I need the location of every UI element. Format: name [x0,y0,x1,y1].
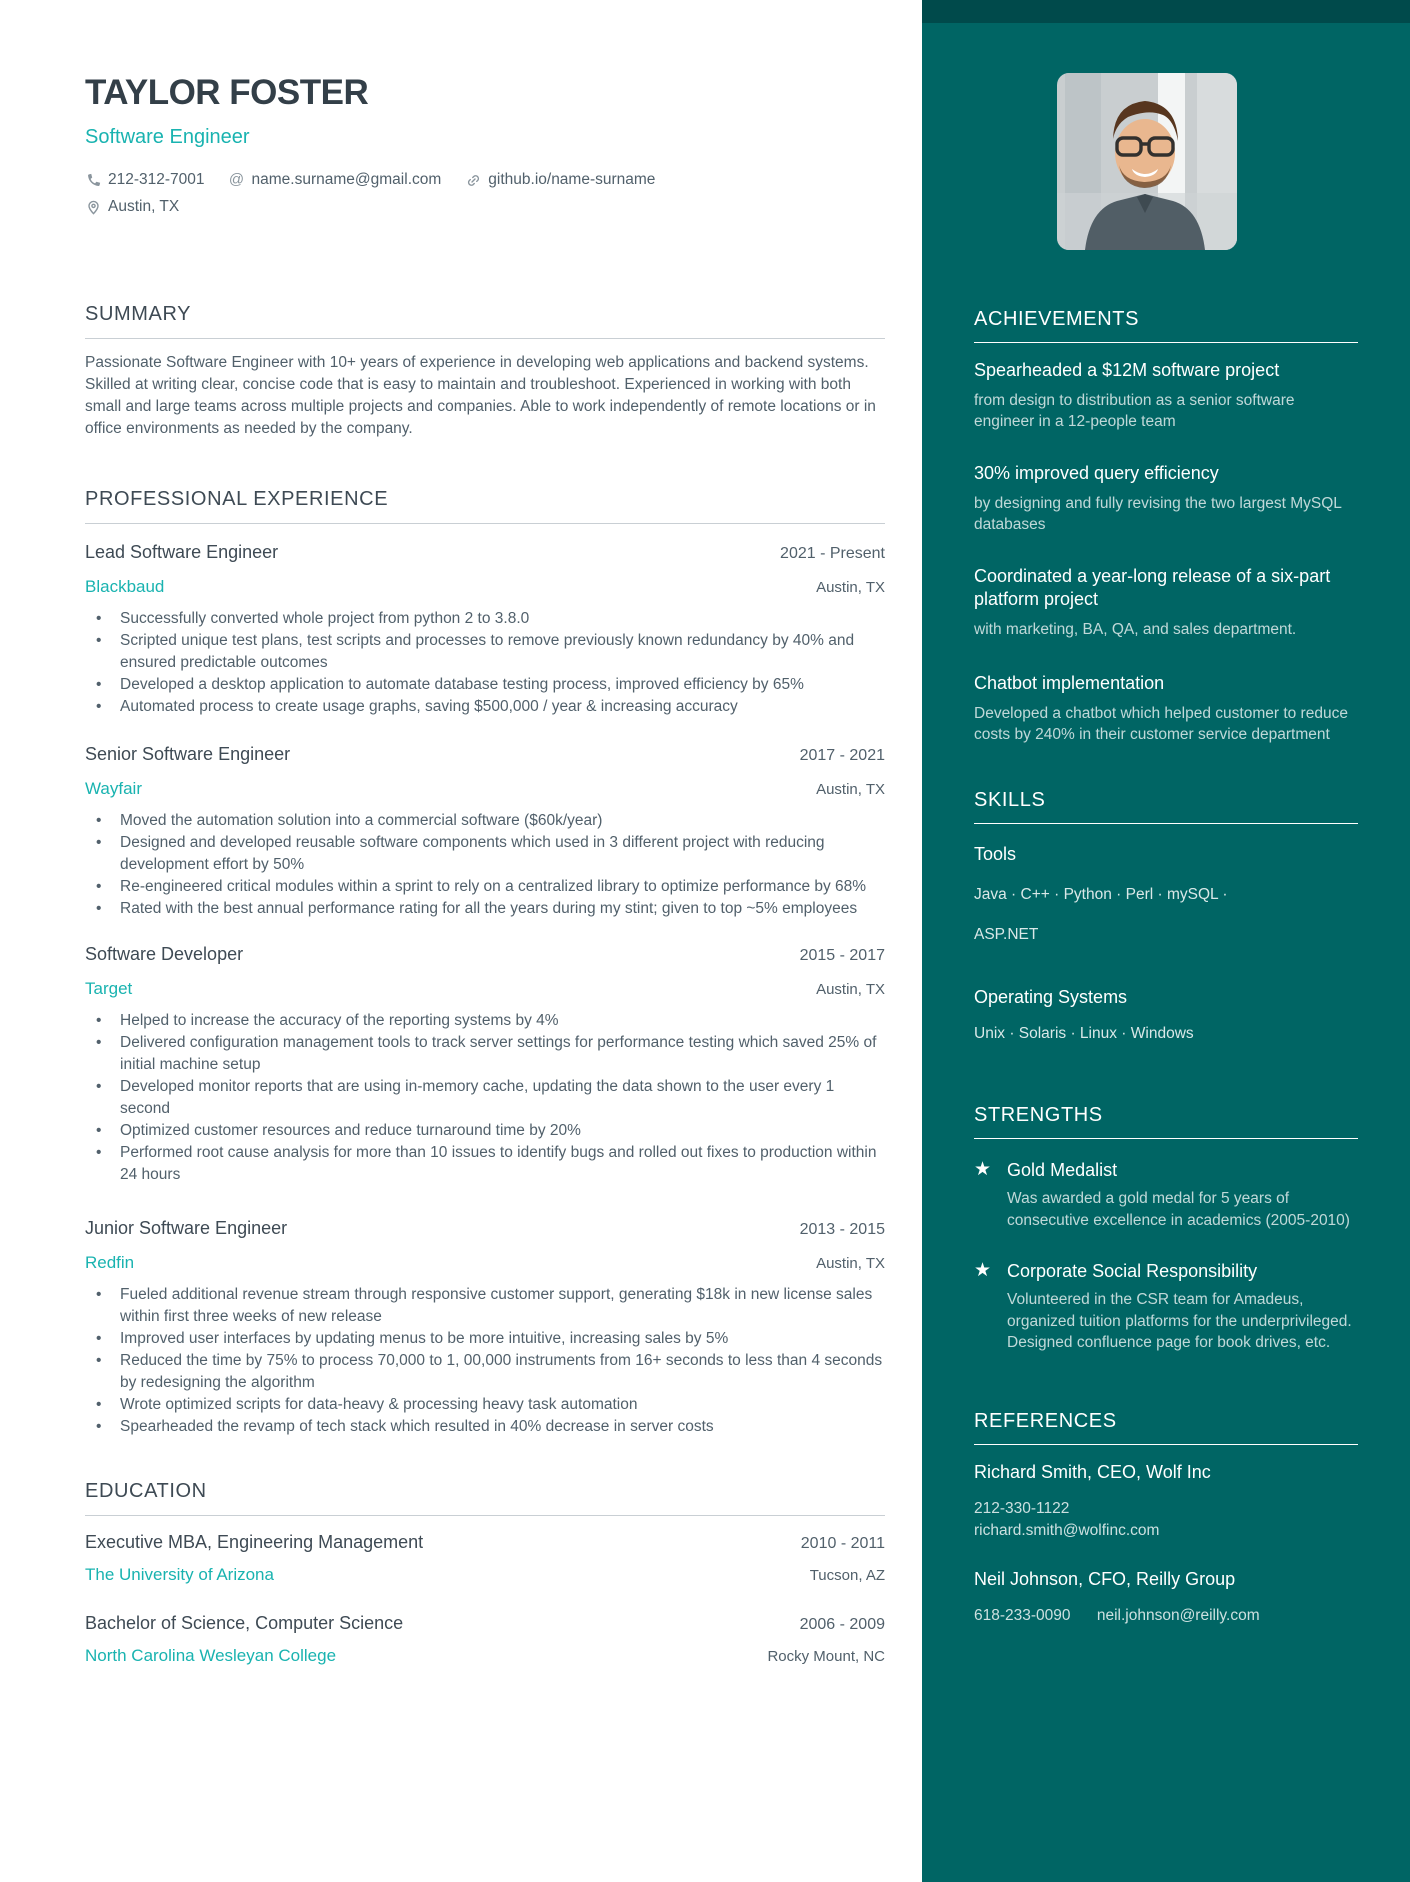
education-dates: 2010 - 2011 [800,1535,885,1552]
skills-section [974,789,1358,1044]
school-name: The University of Arizona [85,1565,274,1584]
link-icon [465,172,481,188]
job-bullet: • Performed root cause analysis for more than 10 issues to identify bugs and rolled out fixes to production within 24 hours [85,1142,885,1186]
contact-location [85,197,179,217]
reference-email[interactable]: neil.johnson@reilly.com [1096,1606,1260,1624]
job-entry [85,744,885,920]
skill-group-name: Operating Systems [974,987,1128,1007]
skill-list-line: ASP.NET [974,926,1039,943]
job-bullet: • Improved user interfaces by updating menus to be more intuitive, increasing sales by 5% [85,1328,885,1350]
achievement-item [974,462,1358,535]
profile-photo-graphic [1057,73,1237,250]
achievement-title: 30% improved query efficiency [974,463,1219,483]
job-location: Austin, TX [816,781,885,798]
summary-text: Passionate Software Engineer with 10+ years of experience in developing web applications and backend systems. Skilled at writing clear, concise code that is easy to maintain and troubleshoot. Experienced in working with both small and large teams across multiple projects and companies. Able to work independently of remote locations or in office environments as needed by the company. [85,354,876,437]
strengths-heading: STRENGTHS [974,1104,1358,1139]
sidebar [922,0,1410,1882]
job-title: Software Developer [85,944,244,964]
job-entry [85,542,885,718]
phone-icon [85,172,101,188]
job-bullet: • Moved the automation solution into a commercial software ($60k/year) [85,810,885,832]
job-title: Senior Software Engineer [85,744,291,764]
skill-group [974,842,1358,945]
sidebar-top-bar [922,0,1410,23]
job-location: Austin, TX [816,981,885,998]
job-bullets [85,1010,885,1186]
achievement-item [974,359,1358,432]
contact-email-value: name.surname@gmail.com [251,171,442,188]
school-location: Tucson, AZ [809,1567,885,1584]
job-bullet: • Delivered configuration management tools to track server settings for performance testing which saved 25% of initial machine setup [85,1032,885,1076]
job-dates: 2013 - 2015 [799,1221,885,1238]
job-dates: 2017 - 2021 [799,747,885,764]
school-location: Rocky Mount, NC [767,1648,885,1665]
summary-section [85,303,885,440]
job-bullet: • Wrote optimized scripts for data-heavy & processing heavy task automation [85,1394,885,1416]
star-icon: ★ [974,1260,992,1281]
strength-description: Was awarded a gold medal for 5 years of consecutive excellence in academics (2005-2010) [1007,1190,1350,1229]
skill-group [974,985,1358,1044]
skills-heading: SKILLS [974,789,1358,824]
achievement-description: from design to distribution as a senior software engineer in a 12-people team [974,392,1295,430]
job-bullet: • Developed monitor reports that are using in-memory cache, updating the data shown to the user every 1 second [85,1076,885,1120]
strength-title: Corporate Social Responsibility [1007,1261,1258,1281]
education-dates: 2006 - 2009 [799,1616,885,1633]
contact-info [85,170,885,217]
achievement-description: with marketing, BA, QA, and sales department. [974,621,1297,638]
achievement-item [974,672,1358,745]
education-entry [85,1532,885,1585]
references-heading: REFERENCES [974,1410,1358,1445]
job-company: Target [85,979,133,998]
job-bullet: • Successfully converted whole project from python 2 to 3.8.0 [85,608,885,630]
education-section [85,1480,885,1666]
skill-list-line: Java · C++ · Python · Perl · mySQL · [974,886,1228,903]
job-bullet: • Optimized customer resources and reduce turnaround time by 20% [85,1120,885,1142]
contact-location-value: Austin, TX [108,198,180,215]
school-name: North Carolina Wesleyan College [85,1646,337,1665]
main-column [85,0,885,1666]
strength-item [974,1259,1358,1354]
contact-phone[interactable] [85,170,205,190]
job-bullets [85,810,885,920]
job-entry [85,1218,885,1438]
experience-heading: PROFESSIONAL EXPERIENCE [85,488,885,524]
job-title: Lead Software Engineer [85,542,279,562]
reference-name: Richard Smith, CEO, Wolf Inc [974,1461,1211,1482]
job-dates: 2015 - 2017 [799,947,885,964]
degree: Executive MBA, Engineering Management [85,1532,424,1552]
job-bullet: • Automated process to create usage graphs, saving $500,000 / year & increasing accuracy [85,696,885,718]
job-bullets [85,1284,885,1438]
header [85,0,885,217]
job-bullet: • Re-engineered critical modules within a sprint to rely on a centralized library to optimize performance by 68% [85,876,885,898]
star-icon: ★ [974,1159,992,1180]
summary-heading: SUMMARY [85,303,885,339]
education-heading: EDUCATION [85,1480,885,1516]
reference-item [974,1568,1358,1625]
degree: Bachelor of Science, Computer Science [85,1613,404,1633]
achievement-item [974,565,1358,640]
strength-title: Gold Medalist [1007,1160,1118,1180]
skill-list-line: Unix · Solaris · Linux · Windows [974,1025,1194,1042]
job-bullet: • Spearheaded the revamp of tech stack which resulted in 40% decrease in server costs [85,1416,885,1438]
job-bullet: • Developed a desktop application to automate database testing process, improved efficiency by 65% [85,674,885,696]
reference-item [974,1461,1358,1540]
achievement-description: Developed a chatbot which helped customer to reduce costs by 240% in their customer service department [974,705,1348,743]
strength-description: Volunteered in the CSR team for Amadeus, organized tuition platforms for the underprivileged. Designed confluence page for book drives, etc. [1007,1291,1352,1351]
job-bullet: • Scripted unique test plans, test scripts and processes to remove previously known redundancy by 40% and ensured predictable outcomes [85,630,885,674]
job-location: Austin, TX [816,1255,885,1272]
experience-section [85,488,885,1438]
reference-phone: 618-233-0090 [974,1606,1071,1624]
job-dates: 2021 - Present [780,545,885,562]
at-icon: @ [228,171,245,188]
job-bullet: • Fueled additional revenue stream through responsive customer support, generating $18k in new license sales within first three weeks of new release [85,1284,885,1328]
job-bullet: • Rated with the best annual performance rating for all the years during my stint; given to top ~5% employees [85,898,885,920]
job-company: Wayfair [85,779,142,798]
reference-name: Neil Johnson, CFO, Reilly Group [974,1568,1236,1589]
references-section [974,1410,1358,1625]
achievement-title: Chatbot implementation [974,673,1165,693]
strengths-section [974,1104,1358,1354]
pin-icon [85,199,101,215]
reference-phone: 212-330-1122 [974,1499,1070,1517]
person-title: Software Engineer [85,126,250,148]
job-bullets [85,608,885,718]
achievement-title: Spearheaded a $12M software project [974,360,1280,380]
achievements-section [974,308,1358,745]
achievements-heading: ACHIEVEMENTS [974,308,1358,343]
profile-photo [1057,73,1237,250]
job-entry [85,944,885,1186]
strength-item [974,1158,1358,1231]
job-bullet: • Helped to increase the accuracy of the reporting systems by 4% [85,1010,885,1032]
job-title: Junior Software Engineer [85,1218,288,1238]
achievement-title: Coordinated a year-long release of a six-part platform project [974,566,1331,609]
achievement-description: by designing and fully revising the two largest MySQL databases [974,495,1342,533]
contact-website[interactable] [465,170,655,190]
reference-email[interactable]: richard.smith@wolfinc.com [974,1521,1160,1539]
job-bullet: • Reduced the time by 75% to process 70,000 to 1, 00,000 instruments from 16+ seconds to less than 4 seconds by redesigning the algorithm [85,1350,885,1394]
job-company: Redfin [85,1253,135,1272]
contact-email[interactable] [229,170,442,190]
job-company: Blackbaud [85,577,165,596]
job-location: Austin, TX [816,579,885,596]
skill-group-name: Tools [974,844,1017,864]
job-bullet: • Designed and developed reusable software components which used in 3 different project with reducing development effort by 50% [85,832,885,876]
contact-phone-value: 212-312-7001 [108,171,205,188]
contact-website-value: github.io/name-surname [488,171,656,188]
education-entry [85,1613,885,1666]
person-name: TAYLOR FOSTER [85,73,369,112]
